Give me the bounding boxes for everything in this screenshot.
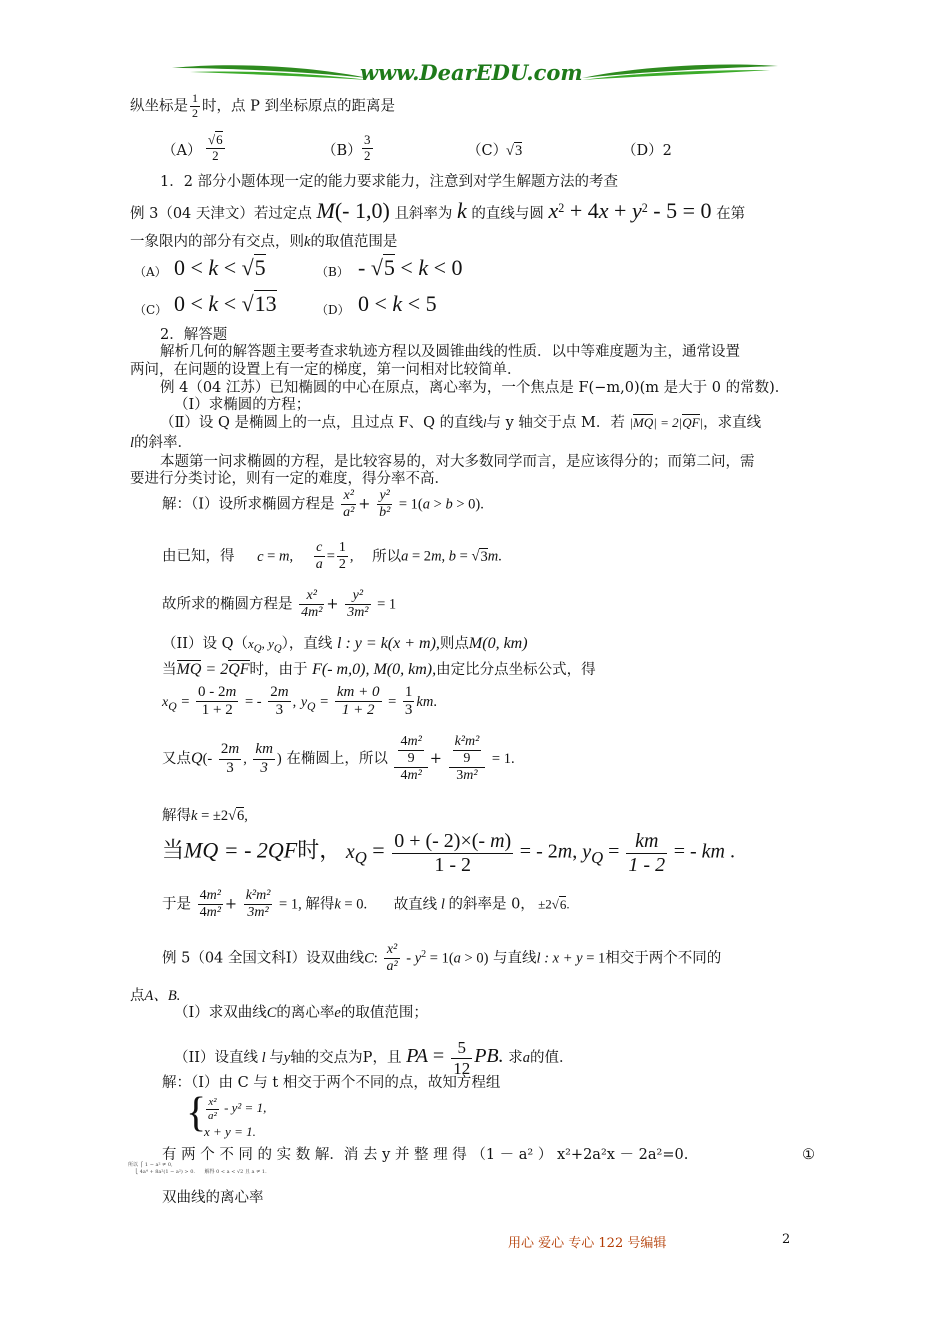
solution-line: 解：（I）由 C 与 t 相交于两个不同的点，故知方程组: [162, 1075, 501, 1091]
swoosh-right-icon: [580, 58, 780, 88]
section-heading: 1．2 部分小题体现一定的能力要求能力，注意到对学生解题方法的考查: [160, 174, 619, 190]
example-4: 例 4（04 江苏）已知椭圆的中心在原点，离心率为，一个焦点是 F(−m,0)(m 是大于 0 的常数)．: [160, 380, 790, 396]
example-5: 例 5（04 全国文科Ⅰ）设双曲线C: $\frac{\text{x²}}{\text{a²}}$ - $y^2 = 1(a > 0)$ 与直线l : x + y = 1相交于两个不同的: [162, 942, 722, 975]
solution-line: 解：（I）设所求椭圆方程是 $\frac{\text{x²}}{\text{a²}}$ + $\frac{\text{y²}}{\text{b²}}$ = 1(a > b > 0).: [162, 488, 484, 521]
solution-line: 双曲线的离心率: [162, 1190, 264, 1206]
text-line: （II）设直线 l 与y轴的交点为P，且 PA = $\frac{5}{12}$ PB. 求a的值．: [174, 1038, 574, 1078]
solution-line: 有 两 个 不 同 的 实 数 解．消 去 y 并 整 理 得 （1 － a² ） x²+2a²x － 2a²=0.: [162, 1147, 689, 1163]
solution-line: 由已知，得 c = m, $\frac{c}{a}$ = $\frac{1}{2}$ , 所以a = 2m, b = √3m.: [162, 540, 502, 573]
paragraph: 解析几何的解答题主要考查求轨迹方程以及圆锥曲线的性质．以中等难度题为主，通常设置: [160, 344, 740, 360]
solution-line: （II）设 $Q(x_Q$, $y_Q$），直线 l : y = k(x + m),则点M(0, km): [162, 635, 528, 655]
solution-line: 于是 $\frac{\text{4m²}}{\text{4m²}}$ + $\frac{\text{k²m²}}{\text{3m²}}$ = 1, 解得k = 0. 故直线 l 的斜率是 0， ±2√6.: [162, 888, 570, 921]
choices-row: （A） 0 < k < √5 （B） - √5 < k < 0 （C） 0 < k < √13 （D） 0 < k < 5: [134, 255, 463, 317]
equation-number: ①: [802, 1147, 815, 1163]
example-3: 例 3（04 天津文）若过定点 M(- 1,0) 且斜率为 k 的直线与圆 $x^2 + 4x + y^2 - 5 = 0$ 在第: [130, 197, 746, 223]
solution-line: $x_Q$ = $\frac{0 - 2m}{1 + 2}$ = - $\frac{2m}{3}$ , $y_Q$ = $\frac{km + 0}{1 + 2}$ = $\frac{1}{3}$ km.: [162, 684, 437, 719]
text-line: l的斜率．: [130, 435, 193, 451]
footer-text: 用心 爱心 专心 122 号编辑: [508, 1236, 667, 1251]
text-line: （Ⅱ）设 Q 是椭圆上的一点，且过点 F、Q 的直线l与 y 轴交于点 M．若 |MQ| = 2|QF|，求直线: [160, 415, 762, 431]
paragraph: 本题第一问求椭圆的方程，是比较容易的，对大多数同学而言，是应该得分的；而第二问，需: [160, 454, 755, 470]
equation-system: { $\frac{\text{x²}}{\text{a²}}$ - y² = 1, x + y = 1.: [186, 1090, 267, 1139]
solution-line: 又点Q(- $\frac{2m}{3}$ , $\frac{km}{3}$ ) 在椭圆上，所以 $\frac{\frac{\text{4m²}}{9}}{\text{4m²}}$ + $\frac{\frac{\text{k²m²}}{9}}{\text{3m²}}$ = 1.: [162, 734, 515, 784]
swoosh-left-icon: [170, 58, 370, 88]
solution-line: 当MQ = - 2QF时， $x_Q$ = $\frac{0 + (- 2)\times(- m)}{1 - 2}$ = - 2m, $y_Q$ = $\frac{km}{1 - 2}$ = - km .: [162, 830, 735, 876]
paragraph: 两问，在问题的设置上有一定的梯度，第一问相对比较简单．: [130, 362, 522, 378]
text-line: 纵坐标是 $\frac{1}{2}$ 时，点 P 到坐标原点的距离是: [130, 91, 395, 120]
options-row: （A） $\frac{√6}{2}$ （B） $\frac{3}{2}$ （C） √3 （D）2: [162, 132, 672, 163]
page-number: 2: [782, 1232, 791, 1247]
site-name[interactable]: www.DearEDU.com: [360, 60, 583, 85]
section-heading: 2．解答题: [160, 327, 228, 343]
text-line: 点A、B.: [130, 988, 181, 1004]
solution-line: 故所求的椭圆方程是 $\frac{\text{x²}}{\text{4m²}}$ + $\frac{\text{y²}}{\text{3m²}}$ = 1: [162, 588, 397, 621]
text-line: （I）求双曲线C的离心率e的取值范围；: [174, 1005, 428, 1021]
header-logo: [170, 58, 780, 88]
text-line: （Ⅰ）求椭圆的方程；: [174, 397, 311, 413]
text-line: 一象限内的部分有交点，则k的取值范围是: [130, 234, 398, 250]
solution-line: 解得k = ±2√6,: [162, 808, 248, 824]
solution-line: 当MQ = 2QF时，由于 F(- m,0), M(0, km),由定比分点坐标公式，得: [162, 661, 596, 678]
small-note-image: 所以 ⎧ 1 − a² ≠ 0, ⎩ 4a⁴ + 8a²(1 − a²) > 0. 解得 0 < a < √2 且 a ≠ 1.: [128, 1162, 267, 1175]
paragraph: 要进行分类讨论，则有一定的难度，得分率不高．: [130, 471, 449, 487]
